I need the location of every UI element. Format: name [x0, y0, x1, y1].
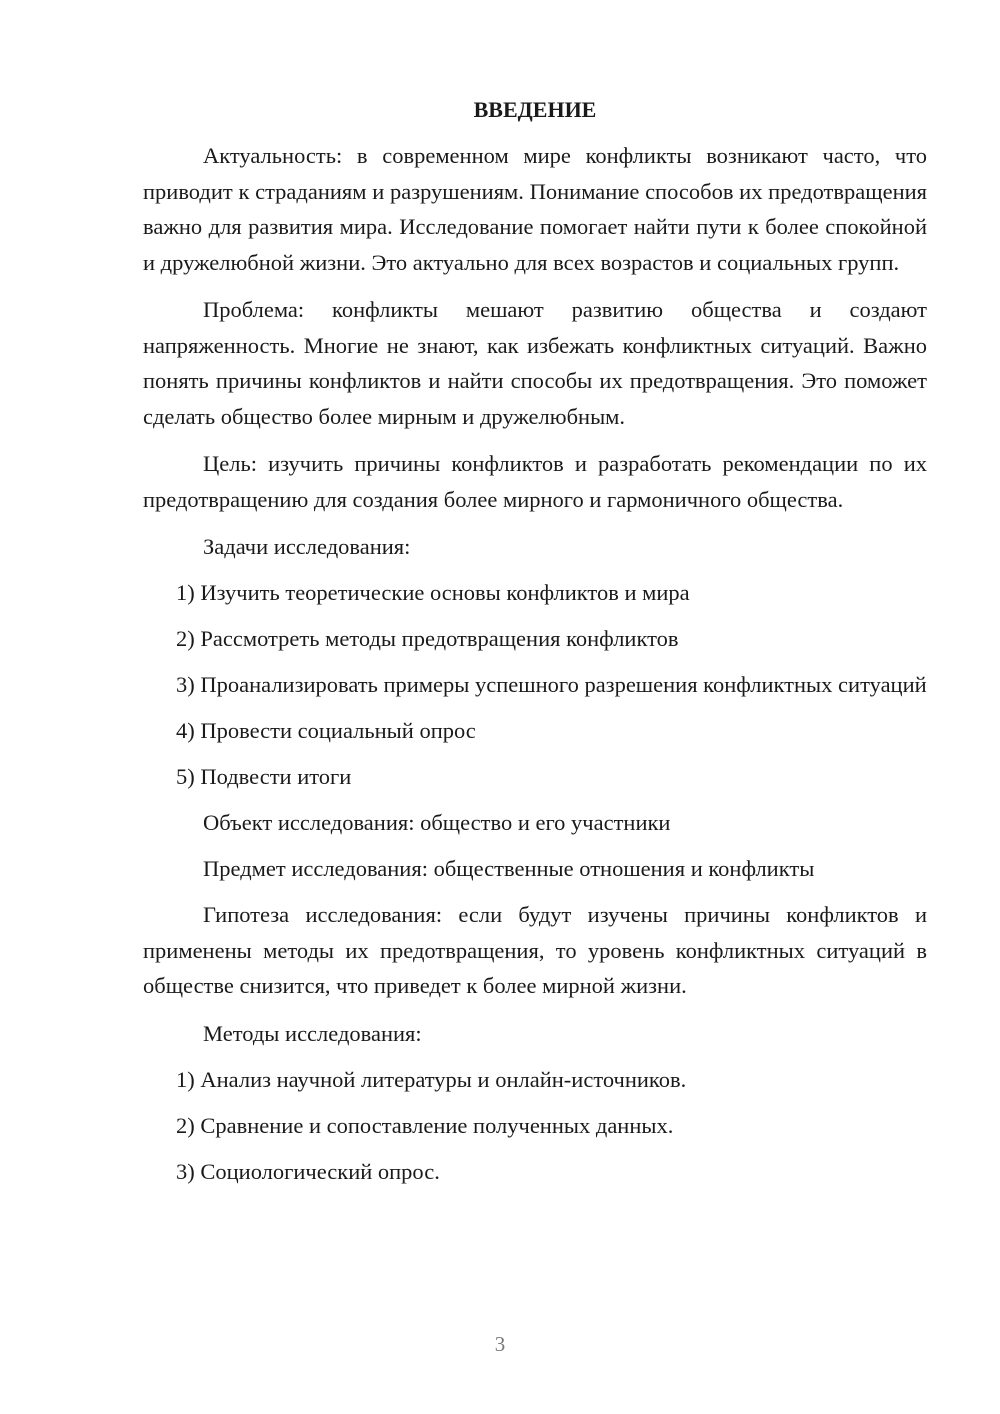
- methods-title: Методы исследования:: [203, 1020, 422, 1046]
- subject-paragraph: Предмет исследования: общественные отношения и конфликты: [203, 856, 815, 881]
- tasks-title: Задачи исследования:: [203, 534, 411, 559]
- list-item: 4) Провести социальный опрос: [176, 718, 476, 743]
- methods-list: [143, 1062, 927, 1190]
- page-title: ВВЕДЕНИЕ: [473, 97, 597, 122]
- list-item: 3) Социологический опрос.: [176, 1158, 440, 1184]
- list-item: 2) Сравнение и сопоставление полученных данных.: [176, 1112, 674, 1138]
- object-paragraph: Объект исследования: общество и его участники: [203, 810, 671, 835]
- hypothesis-paragraph: Гипотеза исследования: если будут изучены причины конфликтов и применены методы их предотвращения, то уровень конфликтных ситуаций в обществе снизится, что приведет к более мирной жизни.: [143, 902, 927, 998]
- tasks-list: [143, 575, 927, 795]
- relevance-paragraph: Актуальность: в современном мире конфликты возникают часто, что приводит к страданиям и разрушениям. Понимание способов их предотвращения важно для развития мира. Исследование помогает найти пути к более спокойной и дружелюбной жизни. Это актуально для всех возрастов и социальных групп.: [143, 143, 927, 275]
- list-item: 2) Рассмотреть методы предотвращения конфликтов: [176, 626, 679, 651]
- problem-paragraph: Проблема: конфликты мешают развитию общества и создают напряженность. Многие не знают, как избежать конфликтных ситуаций. Важно понять причины конфликтов и найти способы их предотвращения. Это поможет сделать общество более мирным и дружелюбным.: [143, 297, 927, 429]
- list-item: 3) Проанализировать примеры успешного разрешения конфликтных ситуаций: [176, 672, 927, 697]
- page-number: 3: [494, 1332, 506, 1356]
- goal-paragraph: Цель: изучить причины конфликтов и разработать рекомендации по их предотвращению для создания более мирного и гармоничного общества.: [143, 451, 927, 512]
- list-item: 5) Подвести итоги: [176, 764, 352, 789]
- list-item: 1) Анализ научной литературы и онлайн-источников.: [176, 1066, 687, 1092]
- list-item: 1) Изучить теоретические основы конфликтов и мира: [176, 580, 690, 605]
- document-page: [143, 94, 927, 1200]
